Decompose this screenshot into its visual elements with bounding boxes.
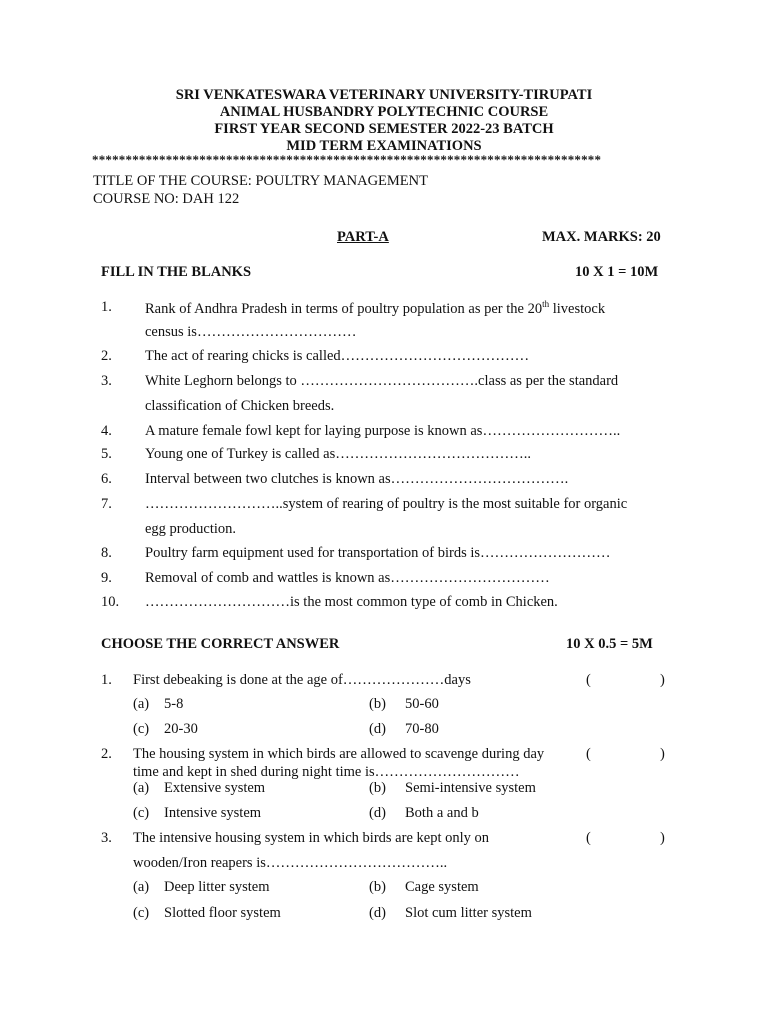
course-number: COURSE NO: DAH 122 [93, 191, 240, 207]
question-number: 7. [101, 496, 112, 512]
question-text-part: Rank of Andhra Pradesh in terms of poultry population as per the 20 [145, 300, 543, 317]
question-text-line2: wooden/Iron reapers is……………………………….. [133, 855, 448, 871]
question-text-line2: census is…………………………… [145, 324, 357, 340]
option-c-label: (c) [133, 805, 150, 821]
answer-box-close: ) [660, 672, 665, 688]
option-a-label: (a) [133, 879, 150, 895]
option-c: Slotted floor system [164, 905, 281, 921]
question-text: A mature female fowl kept for laying purpose is known as……………………….. [145, 423, 621, 439]
exam-title: MID TERM EXAMINATIONS [286, 138, 482, 154]
option-d: Slot cum litter system [405, 905, 532, 921]
answer-box-close: ) [660, 746, 665, 762]
option-b: 50-60 [405, 696, 439, 712]
choose-marks: 10 X 0.5 = 5M [566, 636, 653, 652]
choose-heading: CHOOSE THE CORRECT ANSWER [101, 636, 340, 652]
question-text [145, 299, 605, 318]
fill-blanks-heading: FILL IN THE BLANKS [101, 264, 252, 280]
option-c: 20-30 [164, 721, 198, 737]
option-a: Deep litter system [164, 879, 270, 895]
star-divider: **************************************************************************** [92, 152, 602, 167]
option-d-label: (d) [369, 721, 386, 737]
question-number: 10. [101, 594, 120, 610]
question-number: 1. [101, 672, 112, 688]
question-number: 3. [101, 373, 112, 389]
part-label: PART-A [337, 229, 389, 245]
answer-box-open: ( [586, 746, 591, 762]
answer-box-open: ( [586, 672, 591, 688]
question-number: 1. [101, 299, 112, 315]
option-a: 5-8 [164, 696, 184, 712]
option-d: 70-80 [405, 721, 439, 737]
question-text: Young one of Turkey is called as………………………………….. [145, 446, 531, 462]
question-text: …………………………is the most common type of comb in Chicken. [145, 594, 558, 610]
course-title: TITLE OF THE COURSE: POULTRY MANAGEMENT [93, 173, 428, 189]
question-number: 3. [101, 830, 112, 846]
option-d: Both a and b [405, 805, 479, 821]
question-text: ………………………..system of rearing of poultry is the most suitable for organic [145, 496, 628, 512]
question-text: White Leghorn belongs to ……………………………….class as per the standard [145, 373, 619, 389]
question-number: 4. [101, 423, 112, 439]
answer-box-close: ) [660, 830, 665, 846]
question-number: 2. [101, 746, 112, 762]
superscript: th [542, 299, 550, 309]
option-c-label: (c) [133, 905, 150, 921]
question-number: 9. [101, 570, 112, 586]
question-number: 5. [101, 446, 112, 462]
question-text: Poultry farm equipment used for transportation of birds is……………………… [145, 545, 611, 561]
option-c: Intensive system [164, 805, 262, 821]
question-text: The act of rearing chicks is called………………………………… [145, 348, 530, 364]
question-text: Interval between two clutches is known as………………………………. [145, 471, 569, 487]
max-marks: MAX. MARKS: 20 [542, 229, 661, 245]
option-d-label: (d) [369, 905, 386, 921]
option-b: Semi-intensive system [405, 780, 536, 796]
option-b-label: (b) [369, 879, 386, 895]
question-text: First debeaking is done at the age of…………………days [133, 672, 471, 688]
answer-box-open: ( [586, 830, 591, 846]
question-text-part: livestock [549, 300, 606, 317]
question-text: The housing system in which birds are allowed to scavenge during day [133, 746, 545, 762]
university-name: SRI VENKATESWARA VETERINARY UNIVERSITY-TIRUPATI [175, 87, 593, 103]
question-text: The intensive housing system in which birds are kept only on [133, 830, 490, 846]
question-number: 2. [101, 348, 112, 364]
option-b-label: (b) [369, 696, 386, 712]
option-a: Extensive system [164, 780, 266, 796]
option-b-label: (b) [369, 780, 386, 796]
option-a-label: (a) [133, 780, 150, 796]
question-number: 6. [101, 471, 112, 487]
question-text-line2: egg production. [145, 521, 237, 537]
option-c-label: (c) [133, 721, 150, 737]
question-text-line2: time and kept in shed during night time is………………………… [133, 764, 520, 780]
question-text: Removal of comb and wattles is known as…………………………… [145, 570, 550, 586]
question-text-line2: classification of Chicken breeds. [145, 398, 335, 414]
question-number: 8. [101, 545, 112, 561]
course-program: ANIMAL HUSBANDRY POLYTECHNIC COURSE [219, 104, 549, 120]
option-a-label: (a) [133, 696, 150, 712]
semester-line: FIRST YEAR SECOND SEMESTER 2022-23 BATCH [214, 121, 554, 137]
option-b: Cage system [405, 879, 479, 895]
option-d-label: (d) [369, 805, 386, 821]
fill-blanks-marks: 10 X 1 = 10M [575, 264, 659, 280]
